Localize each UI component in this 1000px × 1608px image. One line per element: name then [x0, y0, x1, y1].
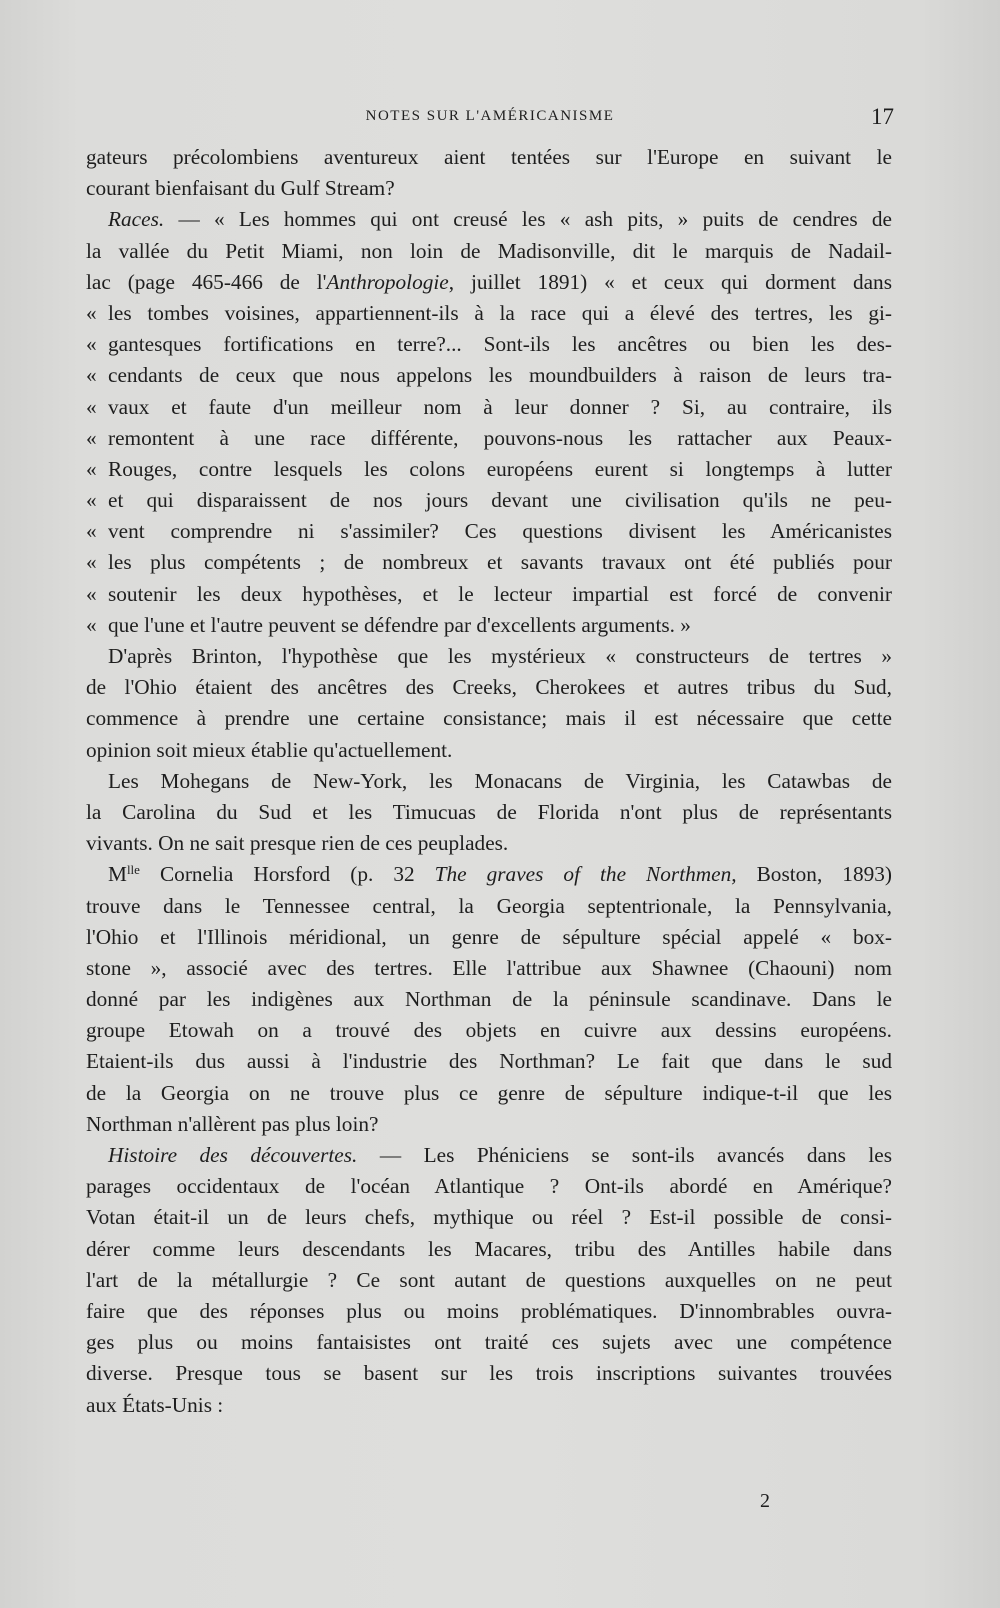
text-line [86, 984, 892, 1015]
text-fragment: ges plus ou moins fantaisistes ont traité ces sujets avec une compétence [86, 1330, 892, 1355]
text-line [86, 766, 892, 797]
text-fragment: Les Mohegans de New-York, les Monacans de Virginia, les Catawbas de [108, 768, 892, 793]
text-line [86, 579, 892, 610]
text-line [86, 516, 892, 547]
text-fragment: Rouges, contre lesquels les colons européens eurent si longtemps à lutter [108, 456, 892, 481]
text-fragment: — « Les hommes qui ont creusé les « ash pits, » puits de cendres de [164, 207, 892, 232]
text-fragment: les tombes voisines, appartiennent-ils à la race qui a élevé des tertres, les gi- [108, 300, 892, 325]
text-fragment: « [86, 456, 97, 481]
text-fragment: Boston, 1893) [736, 862, 892, 887]
text-fragment: et qui disparaissent de nos jours devant une civilisation qu'ils ne peu- [108, 488, 892, 513]
text-fragment: commence à prendre une certaine consistance; mais il est nécessaire que cette [86, 706, 892, 731]
text-line [86, 672, 892, 703]
text-line [86, 1078, 892, 1109]
text-fragment: « [86, 300, 97, 325]
text-line [86, 1046, 892, 1077]
text-line [86, 1140, 892, 1171]
text-line [86, 735, 892, 766]
text-fragment: gateurs précolombiens aventureux aient tentées sur l'Europe en suivant le [86, 145, 892, 169]
text-fragment: parages occidentaux de l'océan Atlantique ? Ont-ils abordé en Amérique? [86, 1174, 892, 1199]
text-line [86, 547, 892, 578]
signature-mark: 2 [760, 1490, 770, 1512]
text-line [86, 236, 892, 267]
text-line [86, 1265, 892, 1296]
text-fragment: diverse. Presque tous se basent sur les trois inscriptions suivantes trouvées [86, 1361, 892, 1386]
text-fragment: dérer comme leurs descendants les Macares, tribu des Antilles habile dans [86, 1236, 892, 1261]
text-fragment: donné par les indigènes aux Northman de la péninsule scandinave. Dans le [86, 987, 892, 1012]
text-line [86, 1327, 892, 1358]
text-line [86, 1109, 892, 1140]
text-fragment: faire que des réponses plus ou moins problématiques. D'innombrables ouvra- [86, 1298, 892, 1323]
text-fragment: , juillet 1891) « et ceux qui dorment dans [448, 269, 892, 294]
text-line [86, 1171, 892, 1202]
text-line [86, 641, 892, 672]
text-line [86, 173, 892, 204]
page-number: 17 [871, 104, 894, 129]
text-line [86, 1296, 892, 1327]
text-fragment: cendants de ceux que nous appelons les moundbuilders à raison de leurs tra- [108, 363, 892, 388]
text-fragment: « [86, 363, 97, 388]
page-header [86, 104, 894, 134]
text-line [86, 1358, 892, 1389]
text-fragment: groupe Etowah on a trouvé des objets en cuivre aux dessins européens. [86, 1018, 892, 1043]
text-fragment: remontent à une race différente, pouvons-nous les rattacher aux Peaux- [108, 425, 892, 450]
text-fragment: opinion soit mieux établie qu'actuellement. [86, 737, 453, 762]
text-fragment: trouve dans le Tennessee central, la Georgia septentrionale, la Pennsylvania, [86, 893, 892, 918]
text-fragment: vaux et faute d'un meilleur nom à leur donner ? Si, au contraire, ils [108, 394, 892, 419]
text-fragment: Cornelia Horsford (p. 32 [139, 862, 435, 887]
text-fragment: Races. [108, 207, 165, 232]
text-fragment: D'après Brinton, l'hypothèse que les mystérieux « constructeurs de tertres » [108, 644, 892, 668]
text-fragment: stone », associé avec des tertres. Elle l'attribue aux Shawnee (Chaouni) nom [86, 955, 892, 980]
text-fragment: les plus compétents ; de nombreux et savants travaux ont été publiés pour [108, 550, 892, 575]
text-line [86, 1015, 892, 1046]
text-line [86, 142, 892, 173]
text-line [86, 360, 892, 391]
text-line [86, 828, 892, 859]
text-line [86, 953, 892, 984]
text-line [86, 454, 892, 485]
text-fragment: « [86, 332, 97, 357]
text-fragment: la vallée du Petit Miami, non loin de Madisonville, dit le marquis de Nadail- [86, 238, 892, 263]
text-line [86, 1390, 892, 1421]
text-line [86, 423, 892, 454]
text-fragment: « [86, 581, 97, 606]
text-fragment: Anthropologie [326, 269, 449, 294]
text-fragment: courant bienfaisant du Gulf Stream? [86, 176, 395, 201]
text-fragment: la Carolina du Sud et les Timucuas de Florida n'ont plus de représentants [86, 799, 892, 824]
text-fragment: l'art de la métallurgie ? Ce sont autant de questions auxquelles on ne peut [86, 1267, 892, 1292]
text-line [86, 1234, 892, 1265]
text-line [86, 891, 892, 922]
text-line [86, 485, 892, 516]
text-line [86, 204, 892, 235]
text-fragment: soutenir les deux hypothèses, et le lecteur impartial est forcé de convenir [108, 581, 892, 606]
text-fragment: de la Georgia on ne trouve plus ce genre de sépulture indique-t-il que les [86, 1080, 892, 1105]
text-fragment: « [86, 394, 97, 419]
text-fragment: Votan était-il un de leurs chefs, mythique ou réel ? Est-il possible de consi- [86, 1205, 892, 1230]
text-line [86, 298, 892, 329]
text-line [86, 922, 892, 953]
body-text [86, 142, 892, 1421]
text-fragment: aux États-Unis : [86, 1392, 224, 1417]
text-fragment: « [86, 488, 97, 513]
text-fragment: The graves of the Northmen, [434, 862, 737, 887]
text-fragment: « [86, 425, 97, 450]
text-fragment: vivants. On ne sait presque rien de ces peuplades. [86, 831, 509, 856]
text-fragment: vent comprendre ni s'assimiler? Ces questions divisent les Américanistes [108, 519, 892, 544]
text-fragment: Northman n'allèrent pas plus loin? [86, 1111, 379, 1136]
text-line [86, 267, 892, 298]
text-fragment: « [86, 519, 97, 544]
text-fragment: — Les Phéniciens se sont-ils avancés dans les [357, 1143, 892, 1167]
text-fragment: l'Ohio et l'Illinois méridional, un genre de sépulture spécial appelé « box- [86, 924, 892, 949]
running-head: NOTES SUR L'AMÉRICANISME [365, 108, 615, 124]
text-line [86, 797, 892, 828]
text-line [86, 392, 892, 423]
text-fragment: lac (page 465-466 de l' [86, 269, 327, 294]
text-fragment: de l'Ohio étaient des ancêtres des Creeks, Cherokees et autres tribus du Sud, [86, 675, 892, 700]
text-fragment: « [86, 612, 97, 637]
text-fragment: Histoire des découvertes. [108, 1143, 358, 1167]
text-fragment: « [86, 550, 97, 575]
text-fragment: Etaient-ils dus aussi à l'industrie des Northman? Le fait que dans le sud [86, 1049, 892, 1074]
text-line [86, 703, 892, 734]
text-line [86, 859, 892, 890]
text-line [86, 610, 892, 641]
text-fragment: que l'une et l'autre peuvent se défendre par d'excellents arguments. » [108, 612, 691, 637]
text-line [86, 1202, 892, 1233]
text-fragment: gantesques fortifications en terre?... Sont-ils les ancêtres ou bien les des- [108, 332, 892, 357]
text-fragment: M [108, 862, 127, 887]
text-fragment: lle [126, 862, 140, 878]
text-line [86, 329, 892, 360]
